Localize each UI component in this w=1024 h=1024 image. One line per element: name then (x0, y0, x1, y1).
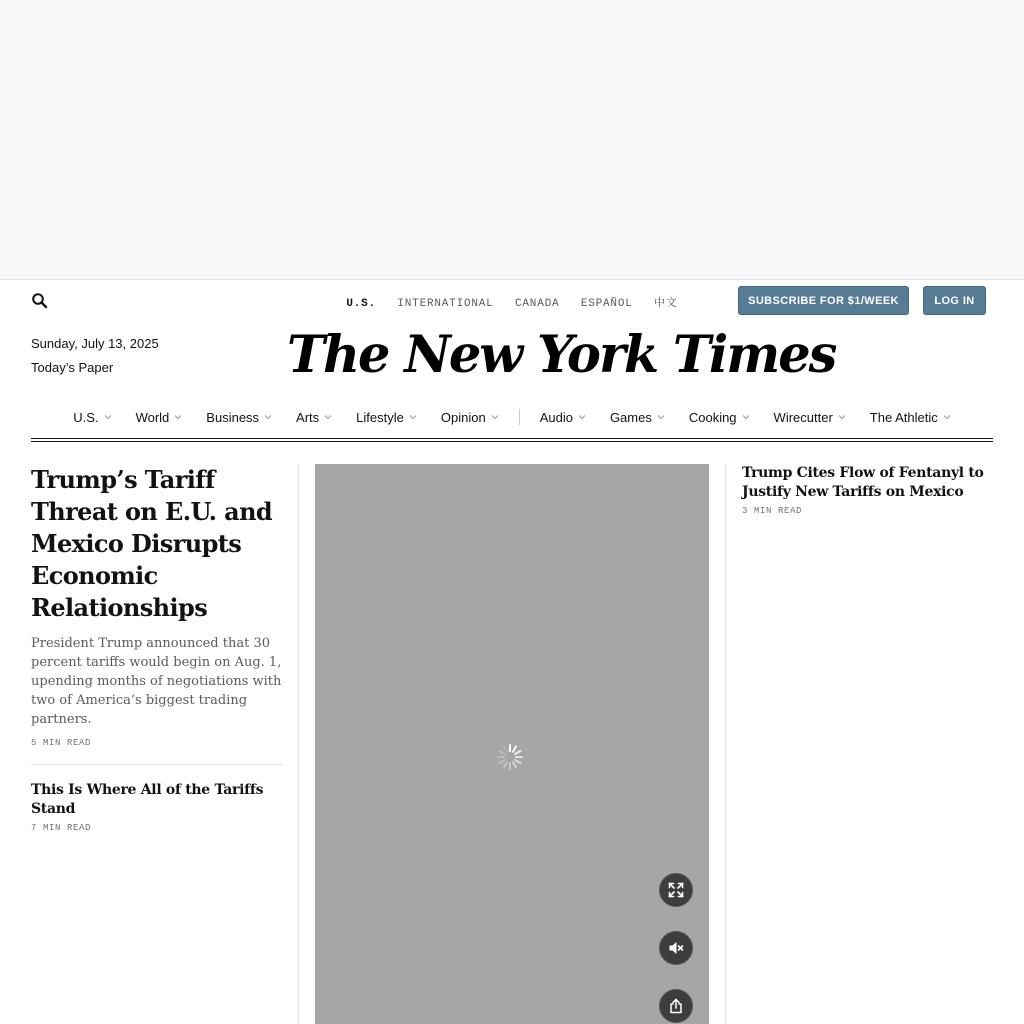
nav-item-us[interactable] (73, 410, 111, 425)
nav-label: Cooking (688, 409, 737, 425)
mute-button[interactable] (659, 931, 693, 965)
nav-item-the-athletic[interactable] (870, 410, 951, 425)
edition-us[interactable]: U.S. (346, 298, 376, 310)
fullscreen-icon (668, 882, 684, 898)
nav-label: Games (609, 409, 652, 425)
todays-paper-link[interactable]: Today’s Paper (31, 360, 114, 375)
right-story-read-time: 3 MIN READ (742, 506, 803, 516)
edition-espanol[interactable]: ESPAÑOL (580, 298, 633, 310)
masthead-logo[interactable]: The New York Times (287, 325, 836, 385)
video-player[interactable] (315, 464, 709, 1024)
mute-icon (668, 940, 684, 956)
chevron-down-icon (409, 413, 417, 421)
nav-item-cooking[interactable] (689, 410, 750, 425)
chevron-down-icon (264, 413, 272, 421)
chevron-down-icon (104, 413, 112, 421)
chevron-down-icon (324, 413, 332, 421)
nav-label: The Athletic (869, 409, 938, 425)
nav-item-wirecutter[interactable] (774, 410, 846, 425)
column-divider (298, 464, 299, 1024)
chevron-down-icon (174, 413, 182, 421)
chevron-down-icon (491, 413, 499, 421)
masthead-rule (31, 441, 993, 442)
nav-label: U.S. (73, 409, 99, 425)
lead-story-summary[interactable]: President Trump announced that 30 percent tariffs would begin on Aug. 1, upending months of negotiations with two of America’s biggest trading partners. (31, 636, 282, 727)
right-column-story (742, 464, 993, 516)
share-icon (668, 998, 684, 1014)
lead-story-read-time: 5 MIN READ (31, 738, 92, 748)
chevron-down-icon (838, 413, 846, 421)
nav-label: Opinion (440, 409, 486, 425)
chevron-down-icon (657, 413, 665, 421)
nav-label: Wirecutter (773, 409, 833, 425)
nav-label: Business (206, 409, 260, 425)
nav-label: Audio (539, 409, 573, 425)
nav-divider (519, 409, 520, 425)
column-divider (725, 464, 726, 1024)
edition-chinese[interactable]: 中文 (654, 298, 678, 310)
nav-label: Arts (296, 409, 320, 425)
current-date: Sunday, July 13, 2025 (31, 336, 159, 351)
right-story-headline[interactable]: Trump Cites Flow of Fentanyl to Justify New Tariffs on Mexico (742, 465, 984, 500)
second-story-headline[interactable]: This Is Where All of the Tariffs Stand (31, 782, 264, 817)
masthead-rule (31, 438, 993, 439)
section-nav (31, 405, 993, 429)
second-story (31, 781, 282, 833)
chevron-down-icon (742, 413, 750, 421)
nav-item-business[interactable] (206, 410, 272, 425)
edition-international[interactable]: INTERNATIONAL (397, 298, 494, 310)
nav-item-lifestyle[interactable] (356, 410, 417, 425)
lead-story (31, 464, 282, 833)
login-button[interactable]: LOG IN (923, 286, 986, 315)
loading-spinner-icon (495, 742, 525, 772)
share-button[interactable] (659, 989, 693, 1023)
edition-canada[interactable]: CANADA (514, 298, 560, 310)
second-story-read-time: 7 MIN READ (31, 823, 92, 833)
subscribe-button[interactable]: SUBSCRIBE FOR $1/WEEK (738, 286, 909, 315)
lead-story-headline[interactable]: Trump’s Tariff Threat on E.U. and Mexico Disrupts Economic Relationships (31, 465, 273, 622)
nav-label: Lifestyle (356, 409, 404, 425)
nav-item-arts[interactable] (296, 410, 332, 425)
chevron-down-icon (943, 413, 951, 421)
chevron-down-icon (578, 413, 586, 421)
fullscreen-button[interactable] (659, 873, 693, 907)
story-divider (31, 764, 282, 765)
nav-item-audio[interactable] (540, 410, 586, 425)
nav-item-games[interactable] (610, 410, 665, 425)
nav-item-opinion[interactable] (441, 410, 499, 425)
nav-label: World (135, 409, 170, 425)
ad-slot (0, 0, 1024, 280)
nav-item-world[interactable] (136, 410, 183, 425)
